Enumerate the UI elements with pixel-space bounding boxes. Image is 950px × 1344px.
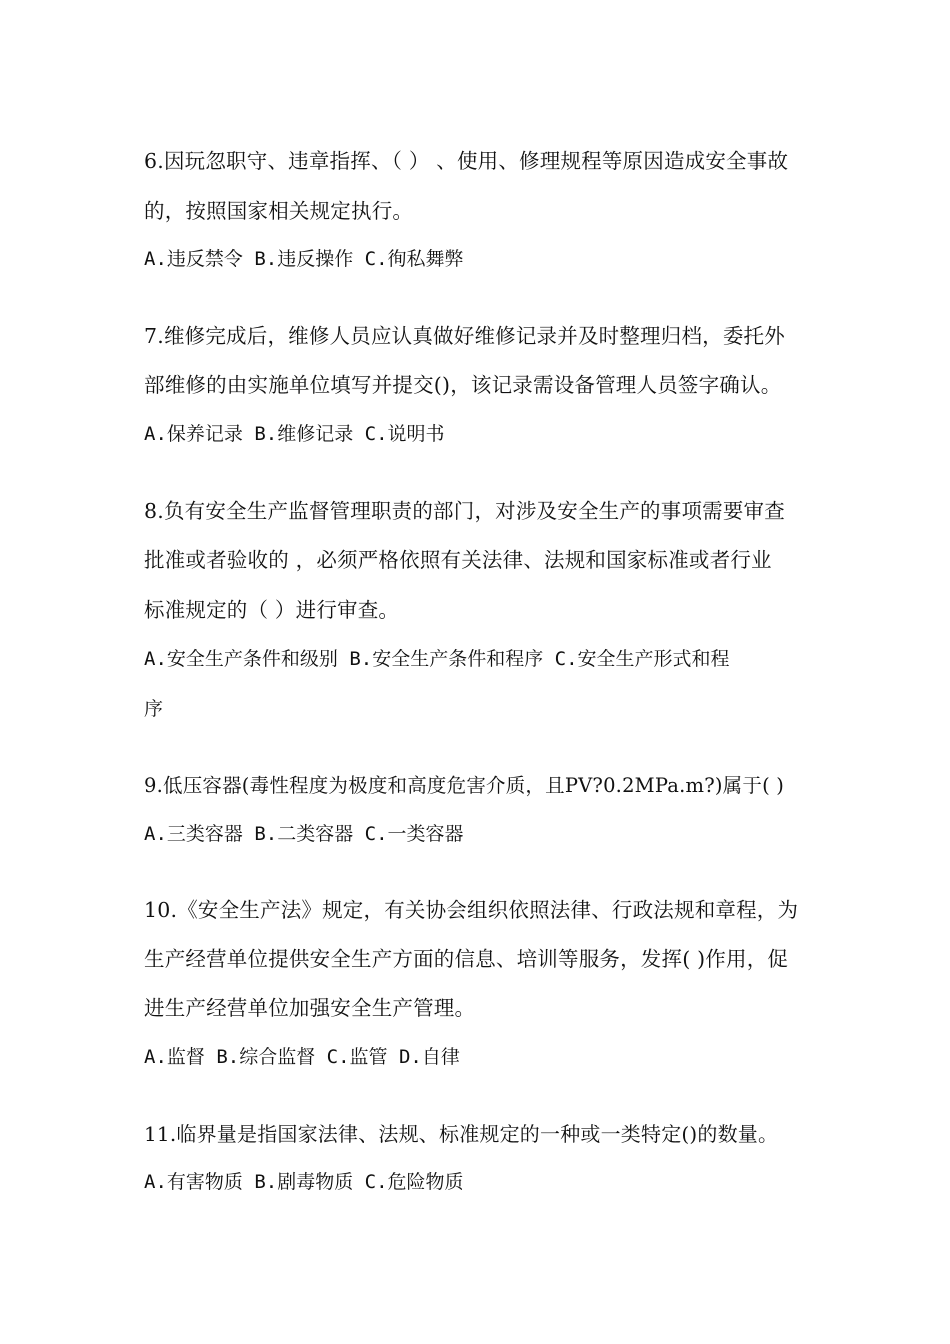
question-8-line-2: 批准或者验收的 ，必须严格依照有关法律、法规和国家标准或者行业: [144, 548, 772, 572]
question-9-line-1: 9.低压容器(毒性程度为极度和高度危害介质，且PV?0.2MPa.m?)属于( ): [144, 774, 785, 797]
question-11-options: A.有害物质 B.剧毒物质 C.危险物质: [144, 1171, 464, 1193]
question-6-options: A.违反禁令 B.违反操作 C.徇私舞弊: [144, 248, 464, 270]
question-8-options-line-1: A.安全生产条件和级别 B.安全生产条件和程序 C.安全生产形式和程: [144, 648, 730, 670]
question-6-line-1: 6.因玩忽职守、违章指挥、（ ） 、使用、修理规程等原因造成安全事故: [144, 149, 789, 173]
question-6-line-2: 的，按照国家相关规定执行。: [144, 199, 414, 223]
question-10-line-1: 10.《安全生产法》规定，有关协会组织依照法律、行政法规和章程，为: [144, 898, 799, 922]
question-8-line-1: 8.负有安全生产监督管理职责的部门，对涉及安全生产的事项需要审查: [144, 499, 785, 523]
question-8-line-3: 标准规定的（ ）进行审查。: [144, 598, 400, 622]
question-7-line-1: 7.维修完成后，维修人员应认真做好维修记录并及时整理归档，委托外: [144, 324, 785, 348]
question-7-options: A.保养记录 B.维修记录 C.说明书: [144, 423, 445, 445]
question-7-line-2: 部维修的由实施单位填写并提交()，该记录需设备管理人员签字确认。: [144, 373, 782, 397]
question-11-line-1: 11.临界量是指国家法律、法规、标准规定的一种或一类特定()的数量。: [144, 1122, 779, 1146]
question-9-options: A.三类容器 B.二类容器 C.一类容器: [144, 823, 464, 845]
question-10-line-3: 进生产经营单位加强安全生产管理。: [144, 996, 476, 1020]
question-10-line-2: 生产经营单位提供安全生产方面的信息、培训等服务，发挥( )作用，促: [144, 947, 789, 971]
question-8-options-line-2: 序: [144, 698, 164, 720]
question-10-options: A.监督 B.综合监督 C.监管 D.自律: [144, 1046, 460, 1068]
